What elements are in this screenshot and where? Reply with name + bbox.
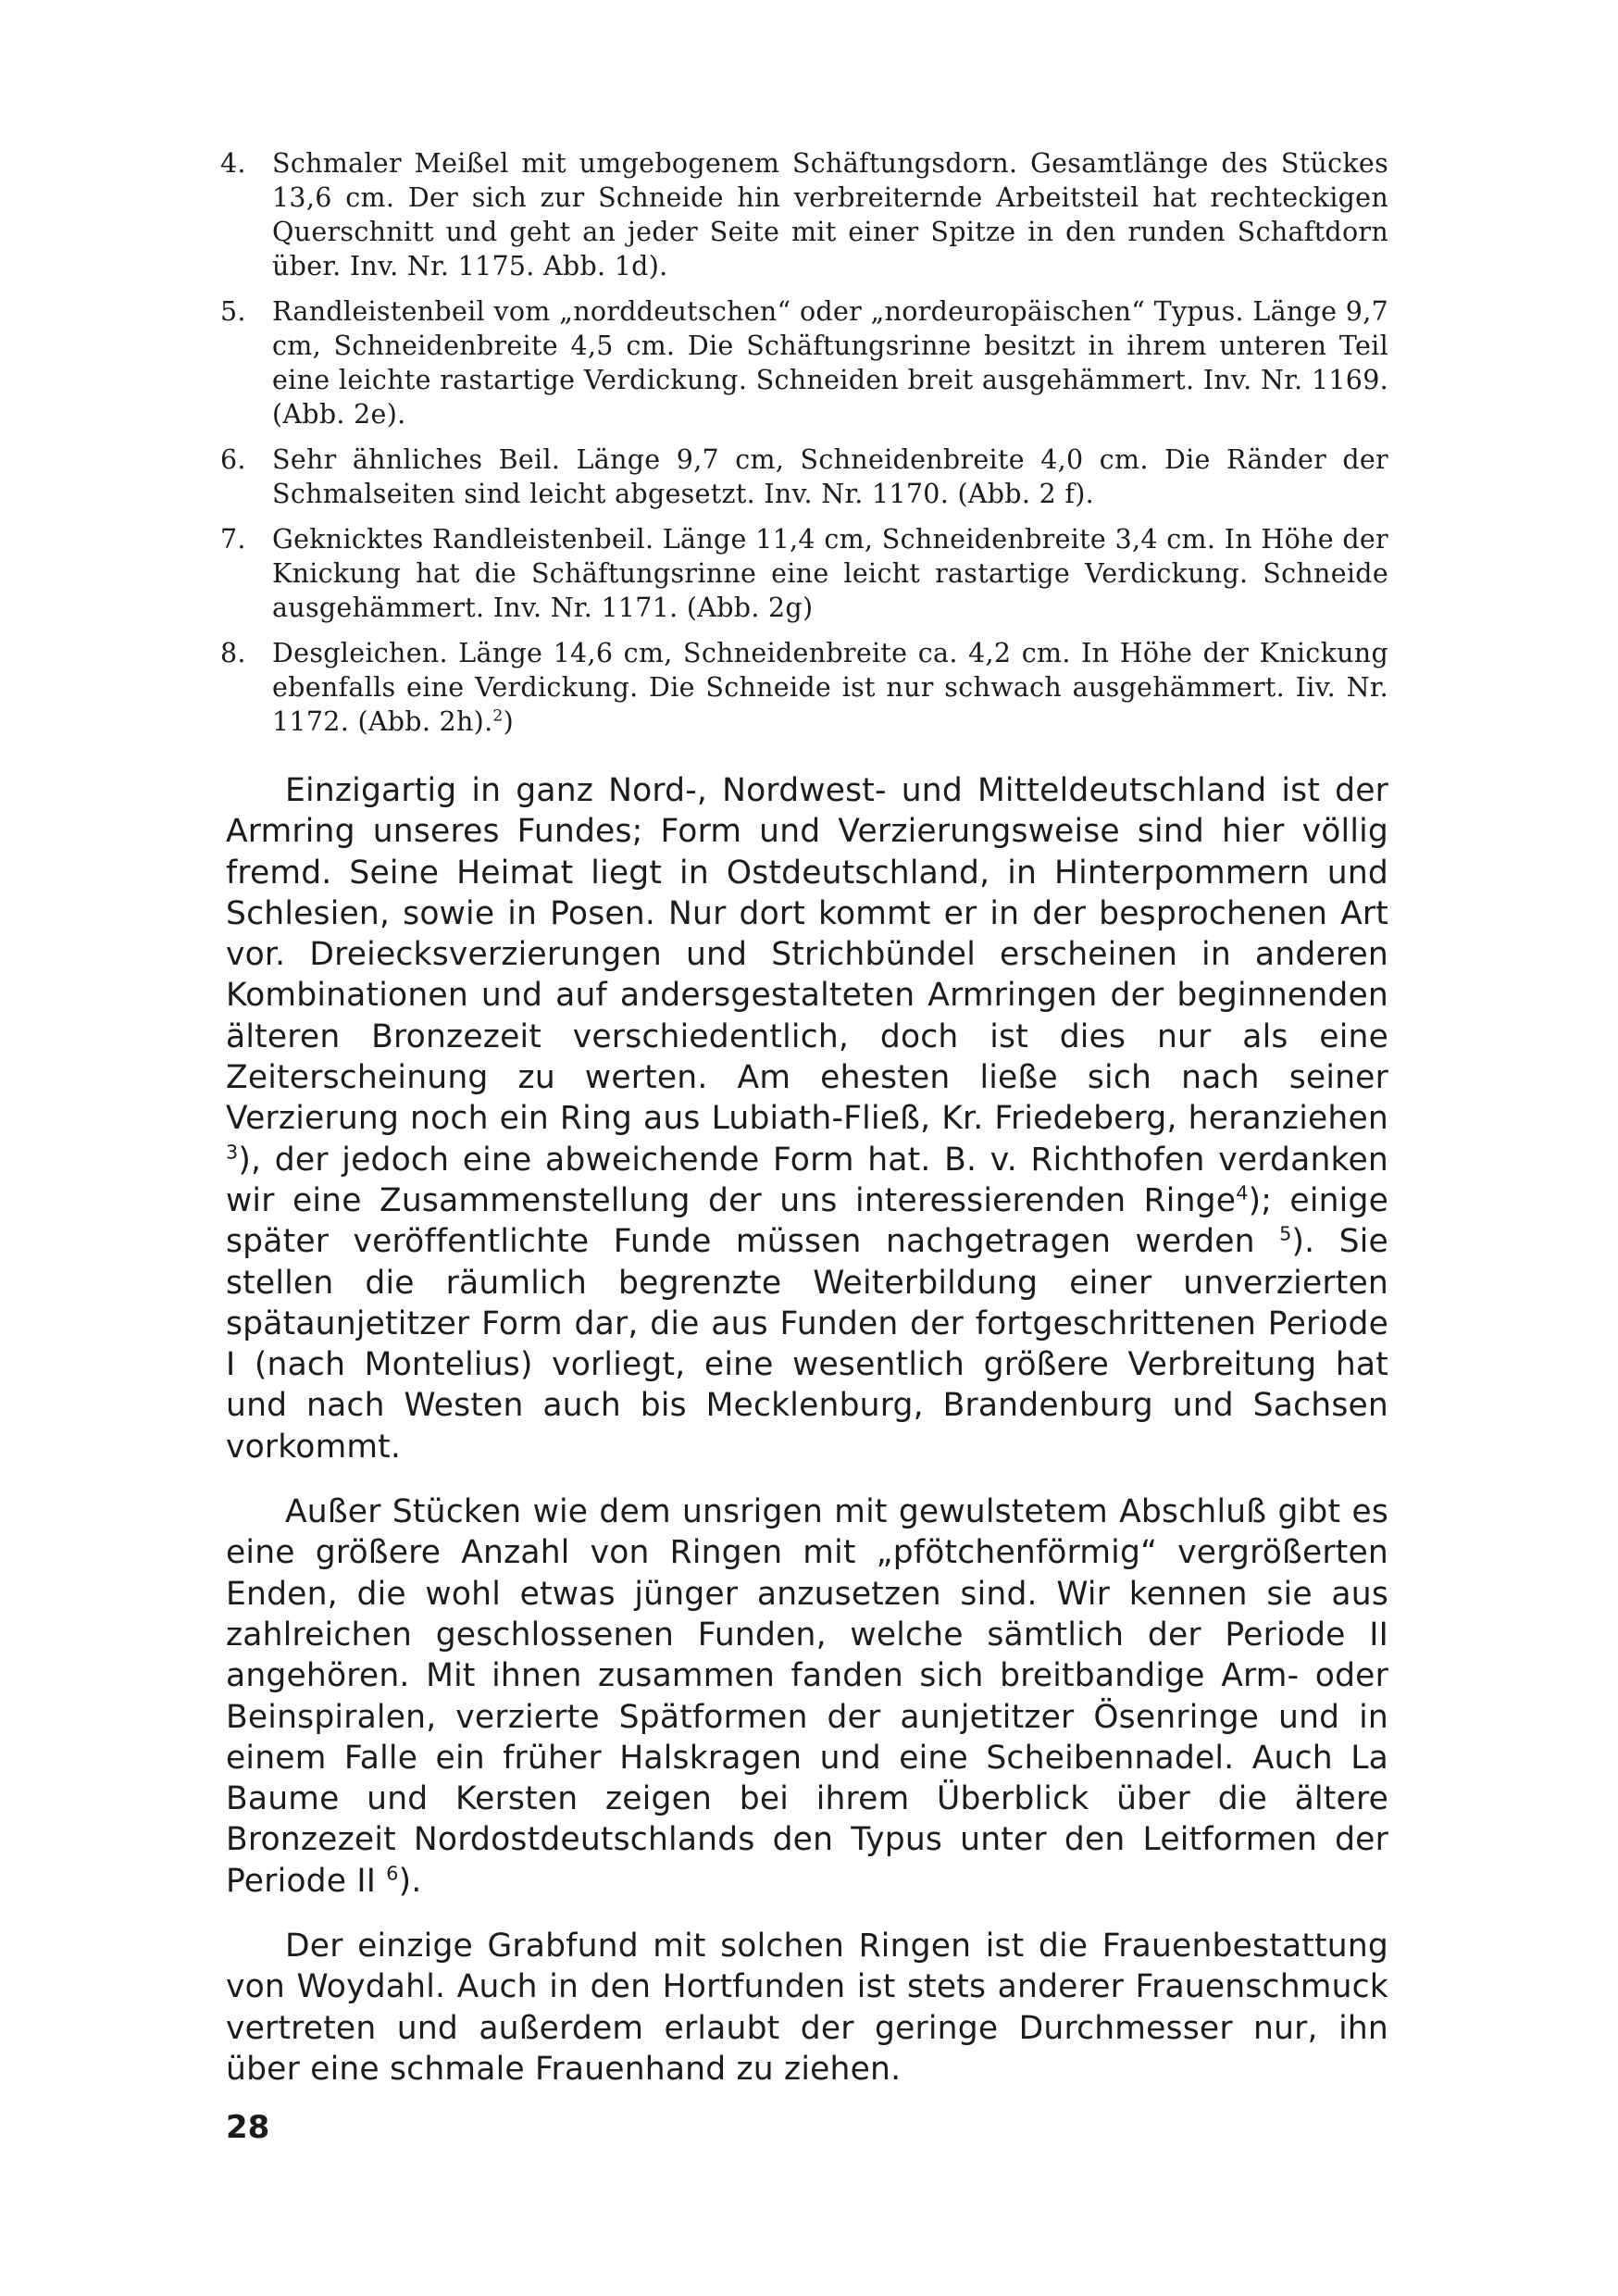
- footnote-marker: 4: [1236, 1181, 1249, 1204]
- body-text: [226, 770, 1388, 2114]
- item-text: Geknicktes Randleistenbeil. Länge 11,4 cm, Schneidenbreite 3,4 cm. In Höhe der Knickung hat die Schäftungsrinne eine leicht rastartige Verdickung. Schneide ausgehämmert. Inv. Nr. 1171. (Abb. 2g): [272, 524, 1388, 623]
- footnote-marker: 2: [492, 706, 504, 726]
- paragraph-armring: [226, 770, 1388, 1467]
- paragraph-rings: [226, 1491, 1388, 1902]
- text-run: ), der jedoch eine abweichende Form hat. B. v. Richthofen verdanken wir eine Zusammenstellung der uns interessierenden Ringe: [226, 1141, 1388, 1219]
- text-run: ); einige später veröffentlichte Funde müssen nachgetragen werden: [226, 1181, 1388, 1261]
- catalog-item-7: [220, 522, 1388, 625]
- page-number: 28: [226, 2109, 270, 2146]
- text-run: ). Sie stellen die räumlich begrenzte Weiterbildung einer unverzierten spätaunjetitzer Form dar, die aus Funden der fortgeschrittenen Periode I (nach Montelius) vorliegt, eine wesentlich größere Verbreitung hat und nach Westen auch bis Mecklenburg, Brandenburg und Sachsen vorkommt.: [226, 1223, 1388, 1466]
- catalog-item-8: [220, 636, 1388, 739]
- item-number: 8.: [220, 638, 246, 668]
- item-text: Schmaler Meißel mit umgebogenem Schäftungsdorn. Gesamtlänge des Stückes 13,6 cm. Der sich zur Schneide hin verbreiternde Arbeitsteil hat rechteckigen Querschnitt und geht an jeder Seite mit einer Spitze in den runden Schaftdorn über. Inv. Nr. 1175. Abb. 1d).: [272, 148, 1388, 281]
- item-number: 7.: [220, 524, 246, 555]
- footnote-marker: 5: [1279, 1222, 1292, 1245]
- paragraph-grabfund: [226, 1926, 1388, 2090]
- catalog-list: [220, 146, 1388, 750]
- text-run: Der einzige Grabfund mit solchen Ringen ist die Frauenbestattung von Woydahl. Auch in den Hortfunden ist stets anderer Frauenschmuck vertreten und außerdem erlaubt der geringe Durchmesser nur, ihn über eine schmale Frauenhand zu ziehen.: [226, 1928, 1388, 2088]
- text-run: Einzigartig in ganz Nord-, Nordwest- und Mitteldeutschland ist der Armring unseres Fundes; Form und Verzierungsweise sind hier völlig fremd. Seine Heimat liegt in Ostdeutschland, in Hinterpommern und Schlesien, sowie in Posen. Nur dort kommt er in der besprochenen Art vor. Dreiecksverzierungen und Strichbündel erscheinen in anderen Kombinationen und auf andersgestalteten Armringen der beginnenden älteren Bronzezeit verschiedentlich, doch ist dies nur als eine Zeiterscheinung zu werten. Am ehesten ließe sich nach seiner Verzierung noch ein Ring aus Lubiath-Fließ, Kr. Friedeberg, heranziehen: [226, 772, 1388, 1138]
- item-text: Desgleichen. Länge 14,6 cm, Schneidenbreite ca. 4,2 cm. In Höhe der Knickung ebenfalls eine Verdickung. Die Schneide ist nur schwach ausgehämmert. Iiv. Nr. 1172. (Abb. 2h).: [272, 638, 1388, 737]
- text-run: Außer Stücken wie dem unsrigen mit gewulstetem Abschluß gibt es eine größere Anzahl von Ringen mit „pfötchenförmig“ vergrößerten Enden, die wohl etwas jünger anzusetzen sind. Wir kennen sie aus zahlreichen geschlossenen Funden, welche sämtlich der Periode II angehören. Mit ihnen zusammen fanden sich breitbandige Arm- oder Beinspiralen, verzierte Spätformen der aunjetitzer Ösenringe und in einem Falle ein früher Halskragen und eine Scheibennadel. Auch La Baume und Kersten zeigen bei ihrem Überblick über die ältere Bronzezeit Nordostdeutschlands den Typus unter den Leitformen der Periode II: [226, 1493, 1388, 1900]
- footnote-marker: 6: [386, 1862, 399, 1885]
- item-number: 6.: [220, 444, 246, 475]
- catalog-item-4: [220, 146, 1388, 283]
- catalog-item-5: [220, 294, 1388, 431]
- footnote-marker: 3: [226, 1141, 239, 1164]
- item-number: 4.: [220, 148, 246, 179]
- item-text-end: ): [503, 706, 515, 737]
- item-text: Randleistenbeil vom „norddeutschen“ oder „nordeuropäischen“ Typus. Länge 9,7 cm, Schneidenbreite 4,5 cm. Die Schäftungsrinne besitzt in ihrem unteren Teil eine leichte rastartige Verdickung. Schneiden breit ausgehämmert. Inv. Nr. 1169. (Abb. 2e).: [272, 296, 1388, 430]
- catalog-item-6: [220, 443, 1388, 511]
- text-run: ).: [398, 1862, 422, 1900]
- item-text: Sehr ähnliches Beil. Länge 9,7 cm, Schneidenbreite 4,0 cm. Die Ränder der Schmalseiten sind leicht abgesetzt. Inv. Nr. 1170. (Abb. 2 f).: [272, 444, 1388, 509]
- item-number: 5.: [220, 296, 246, 327]
